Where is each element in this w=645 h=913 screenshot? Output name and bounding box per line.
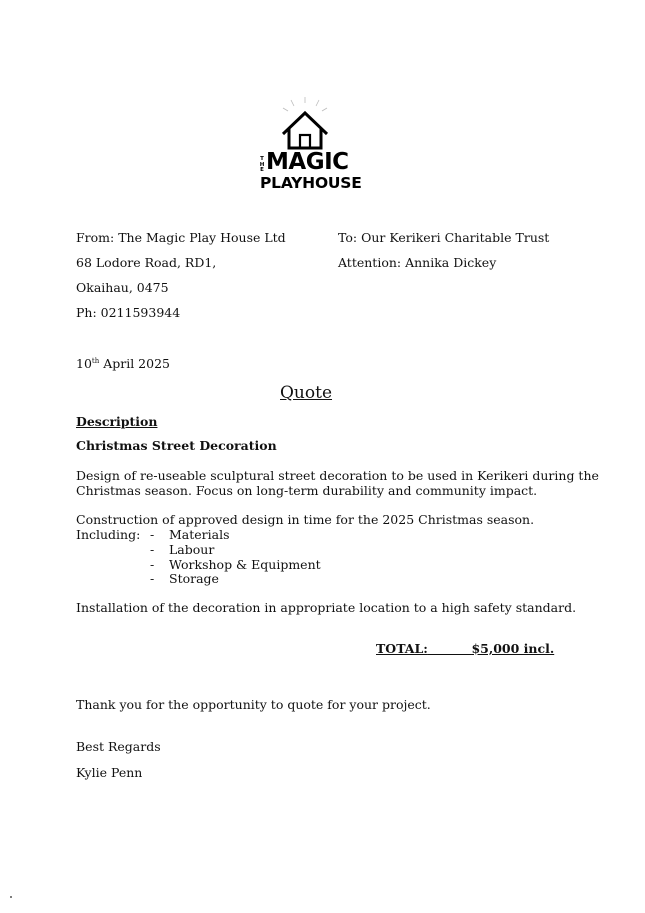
total-label: TOTAL:: [376, 641, 428, 656]
from-city: Okaihau, 0475: [76, 280, 169, 295]
logo-the-text: T H E: [259, 156, 265, 173]
from-company: From: The Magic Play House Ltd: [76, 230, 286, 245]
including-label: Including:: [76, 527, 141, 542]
to-attention: Attention: Annika Dickey: [338, 255, 497, 270]
from-phone: Ph: 0211593944: [76, 305, 181, 320]
to-recipient: To: Our Kerikeri Charitable Trust: [338, 230, 550, 245]
list-item: [150, 542, 214, 558]
list-item-text: Workshop & Equipment: [169, 557, 321, 572]
list-item: [150, 571, 219, 587]
from-address: 68 Lodore Road, RD1,: [76, 255, 217, 270]
closing-thanks: Thank you for the opportunity to quote for your project.: [76, 697, 431, 712]
description-para1-line1: Design of re-useable sculptural street decoration to be used in Kerikeri during the: [76, 468, 599, 483]
total-amount: $5,000 incl.: [471, 641, 555, 656]
date-day: 10: [76, 356, 92, 371]
page-title: Quote: [280, 383, 333, 403]
scan-speck: [10, 896, 12, 898]
description-heading: Description: [76, 414, 158, 429]
description-subheading: Christmas Street Decoration: [76, 438, 277, 453]
quote-date: [76, 356, 170, 372]
bullet-dash: -: [150, 571, 155, 586]
house-icon: [255, 95, 365, 155]
date-suffix: th: [91, 357, 100, 365]
description-para1-line2: Christmas season. Focus on long-term durability and community impact.: [76, 483, 538, 498]
date-rest: April 2025: [99, 356, 170, 371]
company-logo: [255, 95, 365, 195]
bullet-dash: -: [150, 542, 155, 557]
bullet-dash: -: [150, 557, 155, 572]
description-para3: Installation of the decoration in appropriate location to a high safety standard.: [76, 600, 577, 615]
closing-regards: Best Regards: [76, 739, 161, 754]
list-item-text: Storage: [169, 571, 219, 586]
logo-playhouse-text: PLAYHOUSE: [260, 174, 362, 192]
quote-total: [376, 641, 554, 657]
logo-magic-text: MAGIC: [266, 149, 349, 175]
list-item-text: Materials: [169, 527, 230, 542]
signatory-name: Kylie Penn: [76, 765, 143, 780]
list-item-text: Labour: [169, 542, 215, 557]
bullet-dash: -: [150, 527, 155, 542]
description-para2-line1: Construction of approved design in time for the 2025 Christmas season.: [76, 512, 535, 527]
list-item: [150, 527, 230, 543]
